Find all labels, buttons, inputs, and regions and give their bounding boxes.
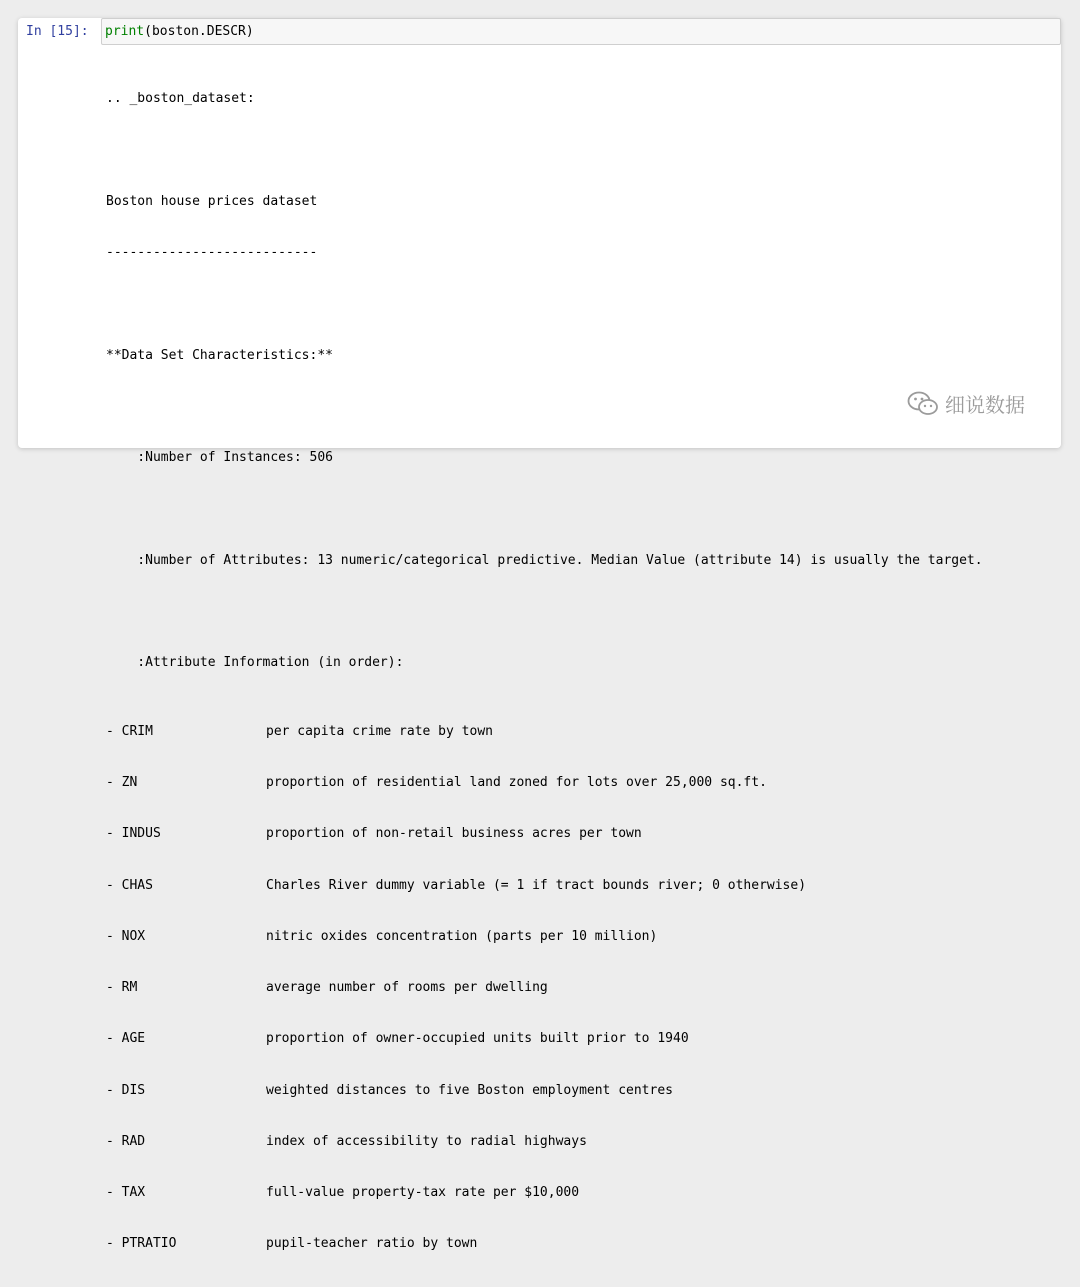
attribute-desc: Charles River dummy variable (= 1 if tract bounds river; 0 otherwise) [266,877,807,893]
attribute-name: - ZN [106,774,138,790]
attribute-desc: pupil-teacher ratio by town [266,1236,478,1252]
attribute-name: - TAX [106,1185,146,1201]
attribute-desc: proportion of residential land zoned for lots over 25,000 sq.ft. [266,774,767,790]
attribute-row [106,825,983,842]
output-line [106,500,983,517]
watermark-text: 细说数据 [945,393,1025,417]
output-line: **Data Set Characteristics:** [106,347,333,363]
cell-output [106,56,983,1287]
attribute-name: - RM [106,980,138,996]
notebook-cell [18,18,1061,1252]
output-line [106,295,983,312]
code-keyword: print [105,24,145,39]
attribute-desc: full-value property-tax rate per $10,000 [266,1185,580,1201]
output-line: .. _boston_dataset: [106,91,255,107]
attribute-row [106,928,983,945]
attribute-name: - DIS [106,1082,146,1098]
attribute-name: - NOX [106,928,146,944]
attribute-row [106,1235,983,1252]
attribute-name: - PTRATIO [106,1236,177,1252]
attribute-row [106,1184,983,1201]
output-line: Boston house prices dataset [106,193,318,209]
attribute-row [106,1030,983,1047]
attribute-name: - INDUS [106,826,161,842]
output-line [106,603,983,620]
output-line: :Attribute Information (in order): [106,655,404,671]
attribute-desc: weighted distances to five Boston employment centres [266,1082,673,1098]
attribute-row [106,723,983,740]
attribute-name: - CHAS [106,877,153,893]
output-line [106,141,983,158]
attribute-row [106,877,983,894]
output-line [106,398,983,415]
attribute-desc: average number of rooms per dwelling [266,980,548,996]
wechat-icon [907,391,939,417]
attribute-name: - CRIM [106,723,153,739]
attribute-desc: index of accessibility to radial highways [266,1133,587,1149]
attribute-row [106,774,983,791]
attribute-desc: proportion of owner-occupied units built prior to 1940 [266,1031,689,1047]
output-line: --------------------------- [106,245,318,261]
attribute-desc: per capita crime rate by town [266,723,493,739]
attribute-row [106,1133,983,1150]
attribute-name: - AGE [106,1031,146,1047]
input-prompt: In [15]: [26,24,89,39]
code-input-area[interactable] [101,18,1061,45]
code-args: (boston.DESCR) [144,24,254,39]
output-line: :Number of Instances: 506 [106,450,333,466]
attribute-row [106,1082,983,1099]
code-line [105,23,254,41]
attribute-desc: nitric oxides concentration (parts per 10 million) [266,928,658,944]
attribute-desc: proportion of non-retail business acres per town [266,826,642,842]
watermark [907,389,1025,418]
attribute-name: - RAD [106,1133,146,1149]
attribute-row [106,979,983,996]
output-line: :Number of Attributes: 13 numeric/categorical predictive. Median Value (attribute 14) is usually the target. [106,552,983,568]
